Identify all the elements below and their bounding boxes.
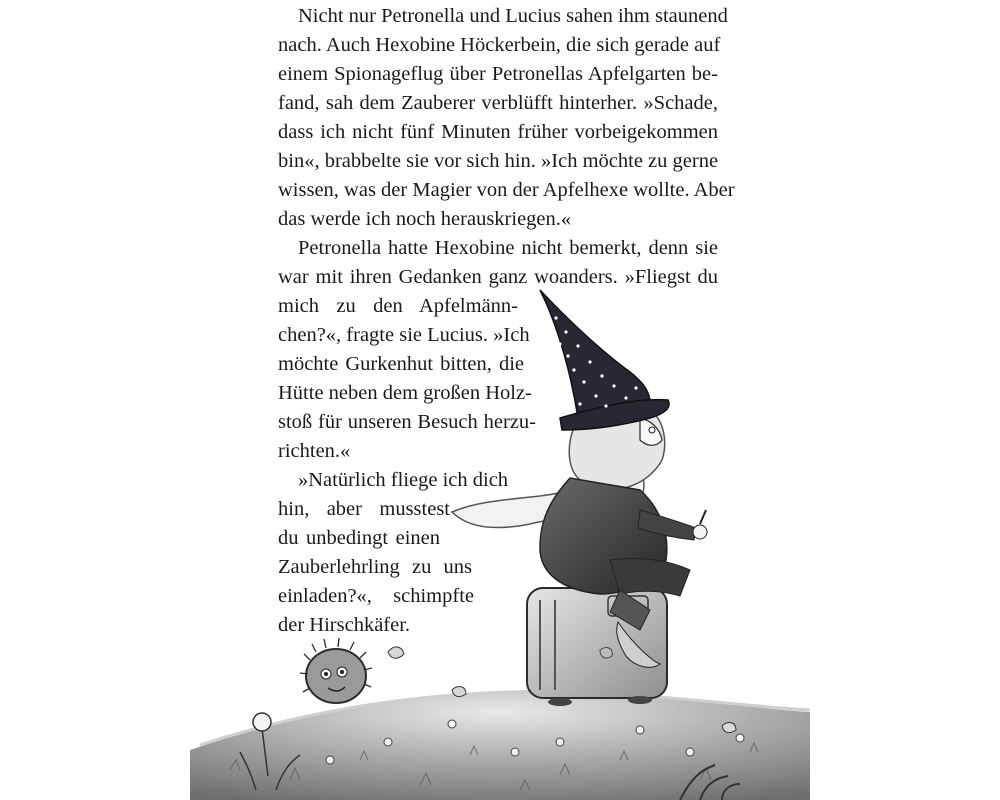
text-line: Hütte neben dem großen Holz- bbox=[278, 382, 532, 404]
hedgehog-icon bbox=[300, 638, 372, 703]
text-line: einladen?«, schimpfte bbox=[278, 585, 474, 607]
grass-hill-icon bbox=[190, 690, 810, 800]
text-line: wissen, was der Magier von der Apfelhexe wollte. Aber bbox=[278, 179, 735, 201]
text-line: »Natürlich fliege ich dich bbox=[298, 469, 509, 491]
text-line: stoß für unseren Besuch herzu- bbox=[278, 411, 536, 433]
text-line: nach. Auch Hexobine Höckerbein, die sich gerade auf bbox=[278, 34, 721, 56]
wizard-hat-icon bbox=[540, 290, 669, 430]
text-line: das werde ich noch herauskriegen.« bbox=[278, 208, 572, 230]
text-line: chen?«, fragte sie Lucius. »Ich bbox=[278, 324, 530, 346]
text-line: dass ich nicht fünf Minuten früher vorbeigekommen bbox=[278, 121, 718, 143]
text-line: möchte Gurkenhut bitten, die bbox=[278, 353, 524, 375]
text-line: Zauberlehrling zu uns bbox=[278, 556, 472, 578]
text-line: der Hirschkäfer. bbox=[278, 614, 411, 636]
text-line: war mit ihren Gedanken ganz woanders. »Fliegst du bbox=[278, 266, 718, 288]
text-line: richten.« bbox=[278, 440, 351, 462]
text-line: fand, sah dem Zauberer verblüfft hinterher. »Schade, bbox=[278, 92, 718, 114]
text-line: du unbedingt einen bbox=[278, 527, 440, 549]
suitcase-icon bbox=[527, 588, 667, 706]
text-line: hin, aber musstest bbox=[278, 498, 450, 520]
text-line: Petronella hatte Hexobine nicht bemerkt, denn sie bbox=[298, 237, 718, 259]
text-line: bin«, brabbelte sie vor sich hin. »Ich möchte zu gerne bbox=[278, 150, 719, 172]
text-line: mich zu den Apfelmänn- bbox=[278, 295, 518, 317]
text-line: einem Spionageflug über Petronellas Apfelgarten be- bbox=[278, 63, 718, 85]
text-line: Nicht nur Petronella und Lucius sahen ihm staunend bbox=[298, 5, 728, 27]
